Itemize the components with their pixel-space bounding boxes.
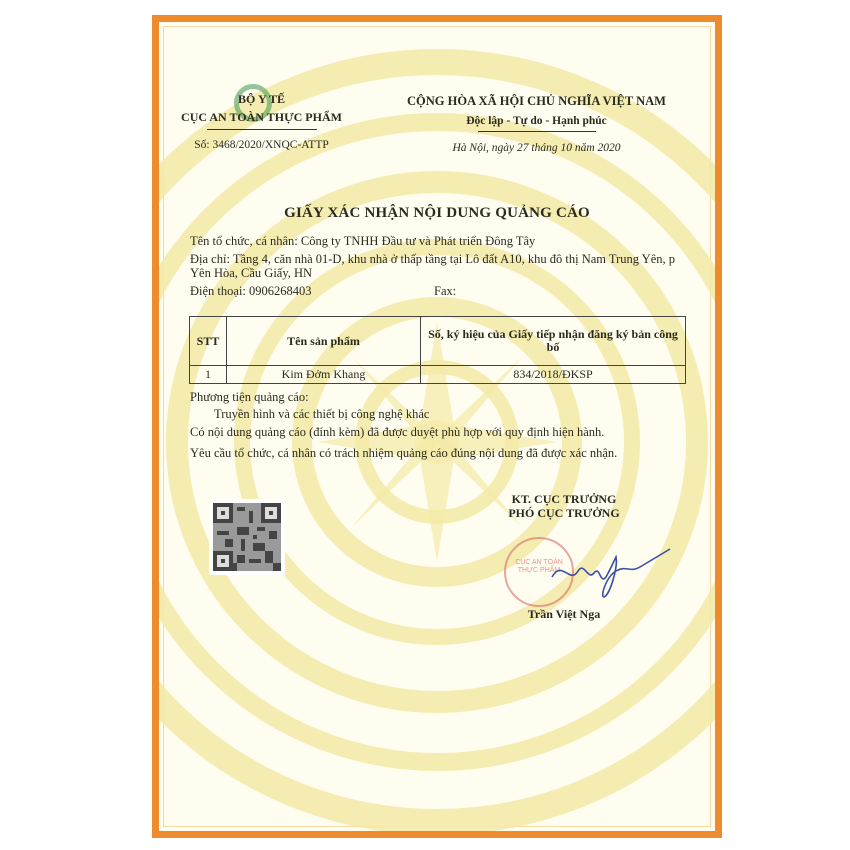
table-row xyxy=(190,366,686,384)
national-motto: Độc lập - Tự do - Hạnh phúc xyxy=(466,115,607,127)
header-left xyxy=(159,92,364,151)
agency-name: CỤC AN TOÀN THỰC PHẨM xyxy=(181,110,342,124)
ministry-name: BỘ Y TẾ xyxy=(238,92,285,106)
header-stt: STT xyxy=(190,317,227,366)
products-table xyxy=(189,316,686,384)
signature-line2: PHÓ CỤC TRƯỞNG xyxy=(508,506,620,520)
cell-product-name: Kim Đởm Khang xyxy=(227,366,421,384)
approval-statement: Có nội dung quảng cáo (đính kèm) đã được duyệt phù hợp với quy định hiện hành. xyxy=(190,425,605,439)
header-registration-number: Số, ký hiệu của Giấy tiếp nhận đăng ký bản công bố xyxy=(421,317,686,366)
fax: Fax: xyxy=(434,284,457,298)
media-value: Truyền hình và các thiết bị công nghệ khác xyxy=(214,407,430,421)
header-left-rule xyxy=(207,129,317,130)
certificate-frame xyxy=(152,15,722,838)
cell-stt: 1 xyxy=(190,366,227,384)
signature-line1: KT. CỤC TRƯỞNG xyxy=(511,492,617,506)
media-label: Phương tiện quảng cáo: xyxy=(190,390,309,404)
header-right-rule xyxy=(478,131,596,132)
country-name: CỘNG HÒA XÃ HỘI CHỦ NGHĨA VIỆT NAM xyxy=(407,94,666,108)
signature-title xyxy=(489,492,639,520)
requirement-statement: Yêu cầu tổ chức, cá nhân có trách nhiệm quảng cáo đúng nội dung đã được xác nhận. xyxy=(190,446,618,460)
official-stamp-icon: CỤC AN TOÀN THỰC PHẨM xyxy=(504,537,574,607)
header-product-name: Tên sản phẩm xyxy=(227,317,421,366)
signature-icon xyxy=(544,537,674,602)
phone: Điện thoại: 0906268403 xyxy=(190,284,312,298)
signer-name: Trần Việt Nga xyxy=(527,607,601,621)
table-header-row xyxy=(190,317,686,366)
cell-registration-number: 834/2018/ĐKSP xyxy=(421,366,686,384)
qr-code-icon xyxy=(209,499,285,575)
document-number: Số: 3468/2020/XNQC-ATTP xyxy=(194,139,329,151)
header-right xyxy=(364,94,709,154)
organization-name: Tên tổ chức, cá nhân: Công ty TNHH Đầu tư và Phát triển Đông Tây xyxy=(190,234,536,248)
document-title: GIẤY XÁC NHẬN NỘI DUNG QUẢNG CÁO xyxy=(284,205,590,221)
address: Địa chỉ: Tầng 4, căn nhà 01-D, khu nhà ở thấp tầng tại Lô đất A10, khu đô thị Nam Trung Yên, p Yên Hòa, Cầu Giấy, HN xyxy=(190,252,676,280)
place-date: Hà Nội, ngày 27 tháng 10 năm 2020 xyxy=(452,142,621,154)
